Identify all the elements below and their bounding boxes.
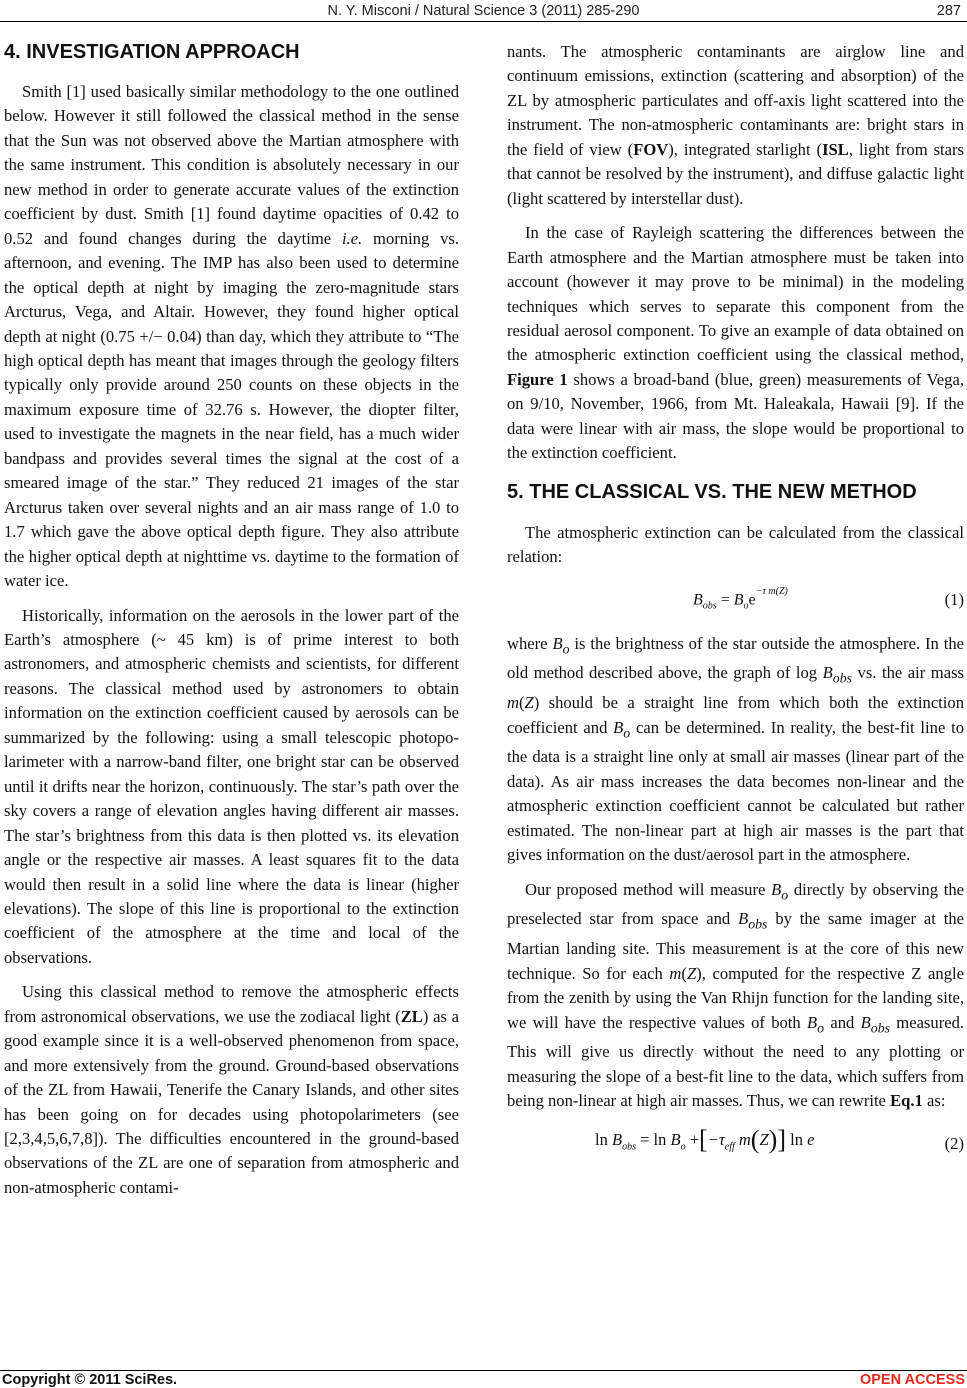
paragraph: nants. The atmospheric contaminants are airglow line and continuum emissions, extinction (scattering and absorption) of the ZL by atmospheric particulates and off-axis light scattered into the instrument. The non-atmospheric contaminants are: bright stars in the field of view (FOV), integrated starlight (ISL, light from stars that cannot be resolved by the instrument), and diffuse galactic light (light scattered by interstellar dust). — [507, 42, 964, 208]
page-footer — [0, 1370, 967, 1388]
paragraph: Our proposed method will measure $B_o$ directly by observing the preselected star from space and $B_{obs}$ by the same imager at the Martian landing site. This measurement is at the core of this new technique. So for each m(Z), computed for the respective Z angle from the zenith by using the Van Rhijn function for the landing site, we will have the respective values of both $B_o$ and $B_{obs}$ measured. This will give us directly without the need to any plotting or measuring the slope of a best-fit line to the data, which suffers from being non-linear at high air masses. Thus, we can rewrite Eq.1 as: — [507, 879, 965, 1111]
page-number: 287 — [936, 3, 961, 19]
header-rule — [0, 21, 967, 22]
equation-2-number: (2) — [944, 1133, 964, 1153]
paragraph: Historically, information on the aerosols in the lower part of the Earth’s atmosphere (~ 45 km) is of prime interest to both astronomers, and atmospheric chemists and scientists, for different reasons. The classical method used by astronomers to obtain information on the extinction coefficient caused by aerosols can be summarized by the following: using a small telescopic photopolarimeter with a narrow-band filter, one bright star can be observed until it drifts near the horizon, continuously. The star’s path over the sky covers a range of elevation angles having different air masses. The star’s brightness from this data is then plotted vs. its elevation angle or the respective air masses. A least squares fit to the data would then result in a solid line where the data is linear (higher elevations). The slope of this line is proportional to the extinction coefficient of the atmosphere at the time and local of the observations. — [4, 605, 459, 967]
equation-1-number: (1) — [944, 589, 964, 609]
paragraph: where $B_o$ is the brightness of the star outside the atmosphere. In the old method described above, the graph of $\log B_{obs}$ vs. the air mass m(Z) should be a straight line from which both the extinction coefficient and $B_o$ can be determined. In reality, the best-fit line to the data is a straight line only at small air masses (linear part of the data). As air mass increases the data becomes non-linear and the atmospheric extinction coefficient cannot be calculated but rather estimated. The non-linear part at high air masses is the part that gives information on the dust/aerosol part in the atmosphere. — [507, 633, 964, 865]
paragraph: The atmospheric extinction can be calculated from the classical relation: — [507, 522, 964, 567]
page-header — [0, 0, 967, 22]
paragraph: Using this classical method to remove the atmospheric effects from astronomical observations, we use the zodiacal light (ZL) as a good example since it is a well-observed phenomenon from space, and more extensively from the ground. Ground-based observations of the ZL from Hawaii, Tenerife the Canary Islands, and other sites has been going on for decades using photopolarimeters (see [2,3,4,5,6,7,8]). The difficulties encountered in the ground-based observations of the ZL are one of separation from atmospheric and non-atmospheric contami- — [4, 982, 459, 1197]
equation-1 — [507, 576, 964, 620]
section-4-heading: 4. INVESTIGATION APPROACH — [4, 41, 300, 63]
running-title: N. Y. Misconi / Natural Science 3 (2011) 285-290 — [327, 3, 640, 19]
copyright-notice: Copyright © 2011 SciRes. — [2, 1372, 178, 1388]
paragraph: Smith [1] used basically similar methodology to the one outlined below. However it still followed the classical method in the sense that the Sun was not observed above the Martian atmosphere with the same instrument. This condition is absolutely necessary in our new method in order to generate accurate values of the extinction coefficient by dust. Smith [1] found daytime opacities of 0.42 to 0.52 and found changes during the daytime i.e. morning vs. afternoon, and evening. The IMP has also been used to determine the optical depth at night by imaging the zero-magnitude stars Arcturus, Vega, and Altair. However, they found higher optical depth at night (0.75 +/− 0.04) than day, which they attribute to “The high optical depth has meant that images through the geology filters typically only provide around 250 counts on these objects in the maximum exposure time of 32.76 s. However, the diopter filter, used to investigate the magnets in the near field, has a much wider bandpass and provides several times the signal at the cost of a smeared image of the star.” They reduced 21 images of the star Arcturus taken over several nights and an air mass range of 1.0 to 1.7 which gave the above optical depth figure. They also attribute the higher optical depth at nighttime vs. daytime to the formation of water ice. — [4, 82, 459, 591]
paragraph: In the case of Rayleigh scattering the differences between the Earth atmosphere and the Martian atmosphere must be taken into account (however it may prove to be minimal) in the modeling techniques which serves to separate this component from the residual aerosol component. To give an example of data obtained on the atmospheric extinction coefficient using the classical method, Figure 1 shows a broad-band (blue, green) measurements of Vega, on 9/10, November, 1966, from Mt. Haleakala, Hawaii [9]. If the data were linear with air mass, the slope would be proportional to the extinction coefficient. — [507, 223, 964, 463]
open-access-label: OPEN ACCESS — [859, 1372, 965, 1388]
footer-rule — [0, 1370, 967, 1371]
section-5-heading: 5. THE CLASSICAL VS. THE NEW METHOD — [507, 480, 917, 503]
equation-2-body: $\ln B_{obs} = \ln B_o +[-\tau_{eff}$ m(Z)] ln e — [595, 1124, 815, 1154]
equation-2 — [507, 1124, 964, 1164]
right-column — [507, 40, 964, 1164]
equation-1-body: $B_{obs} = B_oe^{-\tau m(Z)}$ — [693, 585, 788, 612]
left-column — [4, 40, 459, 1210]
